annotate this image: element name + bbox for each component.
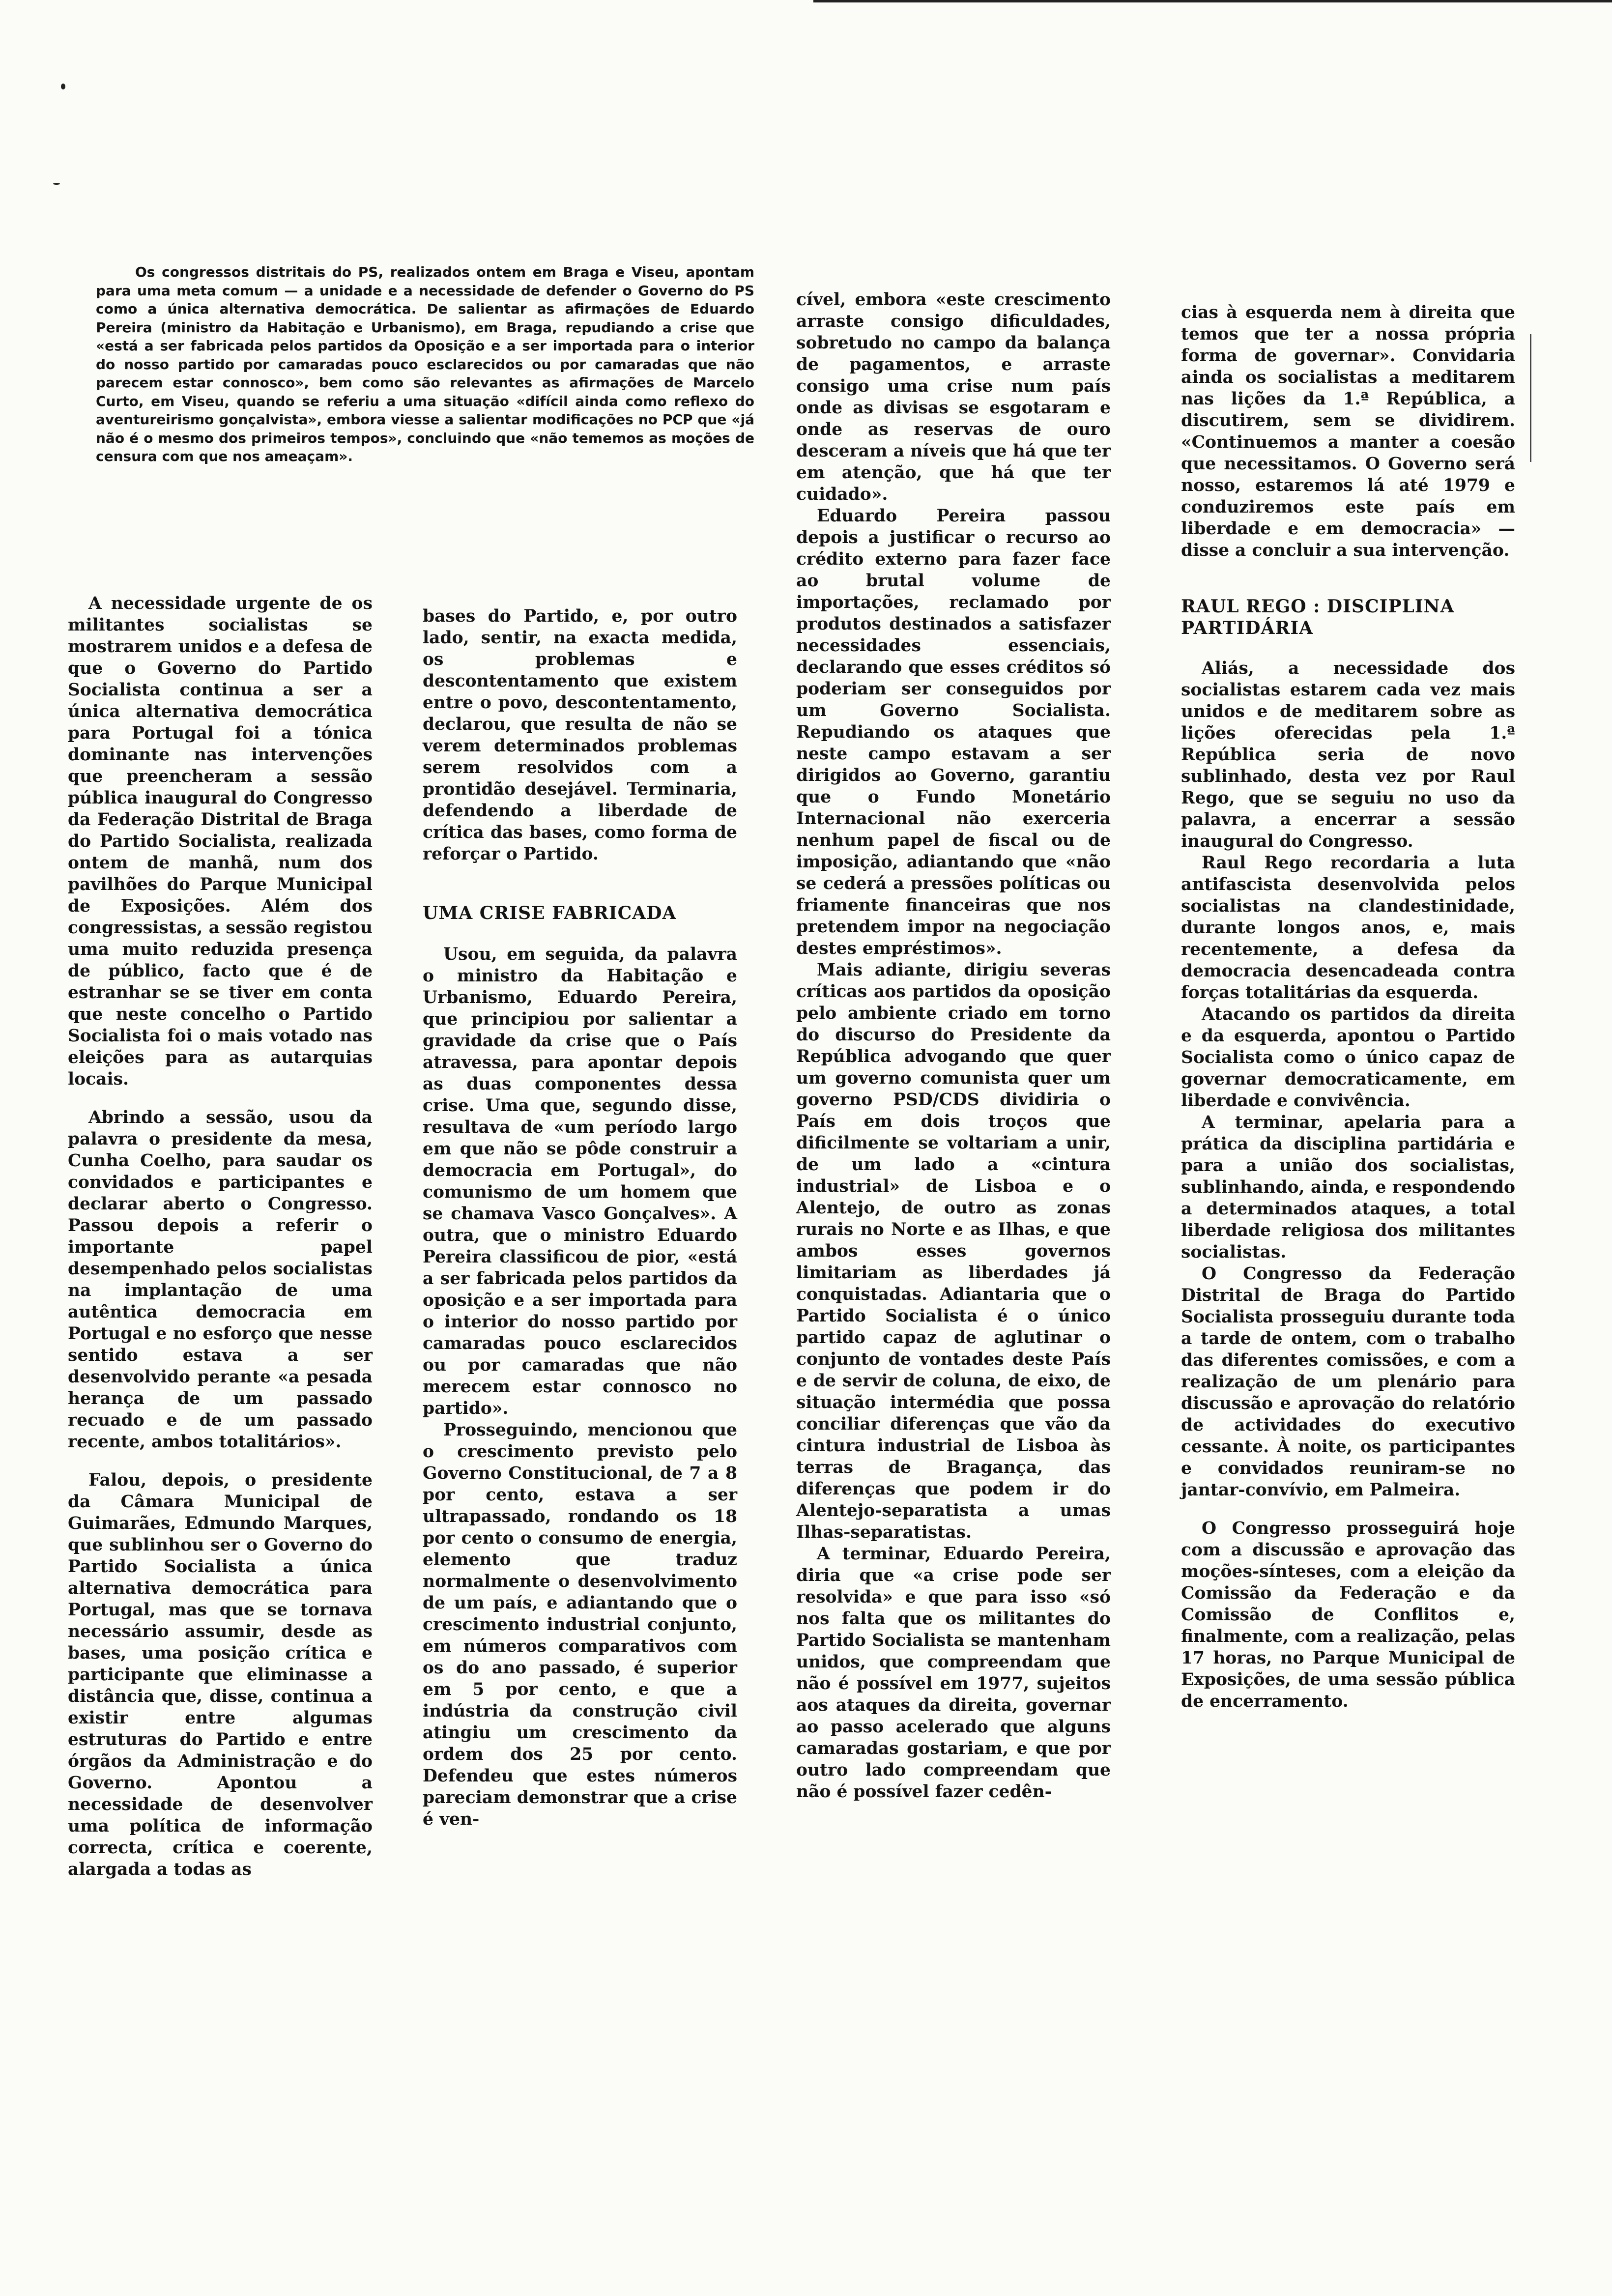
article-column-4: [1181, 302, 1515, 1712]
paragraph: cias à esquerda nem à direita que temos que ter a nossa própria forma de governar». Convidaria ainda os socialistas a meditarem nas lições da 1.ª República, a discutirem, sem se dividirem. «Continuemos a manter a coesão que necessitamos. O Governo será nosso, estaremos lá até 1979 e conduziremos este país em liberdade e em democracia» — disse a concluir a sua intervenção.: [1181, 303, 1515, 560]
section-heading: UMA CRISE FABRICADA: [423, 903, 677, 923]
scan-speck: [61, 84, 65, 89]
article-column-1: [68, 593, 373, 1880]
paragraph: Abrindo a sessão, usou da palavra o presidente da mesa, Cunha Coelho, para saudar os convidados e participantes e declarar aberto o Congresso. Passou depois a referir o importante papel desempenhado pelos socialistas na implantação de uma autêntica democracia em Portugal e no esforço que nesse sentido estava a ser desenvolvido perante «a pesada herança de um passado recuado e de um passado recente, ambos totalitários».: [68, 1108, 373, 1452]
article-lead: Os congressos distritais do PS, realizados ontem em Braga e Viseu, apontam para uma meta comum — a unidade e a necessidade de defender o Governo do PS como a única alternativa democrática. De salientar as afirmações de Eduardo Pereira (ministro da Habitação e Urbanismo), em Braga, repudiando a crise que «está a ser fabricada pelos partidos da Oposição e a ser importada para o interior do nosso partido por camaradas pouco esclarecidos ou por camaradas que não parecem estar connosco», bem como são relevantes as afirmações de Marcelo Curto, em Viseu, quando se referiu a uma situação «difícil ainda como reflexo do aventureirismo gonçalvista», embora viesse a salientar modificações no PCP que «já não é o mesmo dos primeiros tempos», concluindo que «não tememos as moções de censura com que nos ameaçam».: [96, 264, 754, 464]
paragraph: A necessidade urgente de os militantes socialistas se mostrarem unidos e a defesa de que o Governo do Partido Socialista continua a ser a única alternativa democrática para Portugal foi a tónica dominante nas intervenções que preencheram a sessão pública inaugural do Congresso da Federação Distrital de Braga do Partido Socialista, realizada ontem de manhã, num dos pavilhões do Parque Municipal de Exposições. Além dos congressistas, a sessão registou uma muito reduzida presença de público, facto que é de estranhar se se tiver em conta que neste concelho o Partido Socialista foi o mais votado nas eleições para as autarquias locais.: [68, 594, 373, 1089]
page-top-rule: [813, 0, 1612, 2]
paragraph: cível, embora «este crescimento arraste consigo dificuldades, sobretudo no campo da balança de pagamentos, e arraste consigo uma crise num país onde as divisas se esgotaram e onde as reservas de ouro desceram a níveis que há que ter em atenção, que há que ter cuidado».: [796, 290, 1111, 504]
paragraph: A terminar, apelaria para a prática da disciplina partidária e para a união dos socialistas, sublinhando, ainda, e respondendo a determinados ataques, a total liberdade religiosa dos militantes socialistas.: [1181, 1113, 1515, 1262]
paragraph: Aliás, a necessidade dos socialistas estarem cada vez mais unidos e de meditarem sobre as lições oferecidas pela 1.ª República seria de novo sublinhado, desta vez por Raul Rego, que se seguiu no uso da palavra, a encerrar a sessão inaugural do Congresso.: [1181, 659, 1515, 851]
paragraph: Usou, em seguida, da palavra o ministro da Habitação e Urbanismo, Eduardo Pereira, que principiou por salientar a gravidade da crise que o País atravessa, para apontar depois as duas componentes dessa crise. Uma que, segundo disse, resultava de «um período largo em que não se pôde construir a democracia em Portugal», do comunismo de um homem que se chamava Vasco Gonçalves». A outra, que o ministro Eduardo Pereira classificou de pior, «está a ser fabricada pelos partidos da oposição e a ser importada para o interior do nosso partido por camaradas pouco esclarecidos ou por camaradas que não merecem estar connosco no partido».: [423, 945, 737, 1418]
scan-speck: [53, 183, 60, 185]
article-column-3: [796, 289, 1111, 1803]
paragraph: O Congresso da Federação Distrital de Braga do Partido Socialista prosseguiu durante toda a tarde de ontem, com o trabalho das diferentes comissões, e com a realização de um plenário para discussão e aprovação do relatório de actividades do executivo cessante. À noite, os participantes e convidados reuniram-se no jantar-convívio, em Palmeira.: [1181, 1264, 1515, 1500]
paragraph: Atacando os partidos da direita e da esquerda, apontou o Partido Socialista como o único capaz de governar democraticamente, em liberdade e convivência.: [1181, 1004, 1515, 1111]
section-heading: RAUL REGO : DISCIPLINA PARTIDÁRIA: [1181, 596, 1455, 638]
paragraph: A terminar, Eduardo Pereira, diria que «a crise pode ser resolvida» e que para isso «só nos falta que os militantes do Partido Socialista se mantenham unidos, que compreendam que não é possível em 1977, sujeitos aos ataques da direita, governar ao passo acelerado que alguns camaradas gostariam, e que por outro lado compreendam que não é possível fazer cedên-: [796, 1544, 1111, 1802]
paragraph: O Congresso prosseguirá hoje com a discussão e aprovação das moções-sínteses, com a eleição da Comissão da Federação e da Comissão de Conflitos e, finalmente, com a realização, pelas 17 horas, no Parque Municipal de Exposições, de uma sessão pública de encerramento.: [1181, 1519, 1515, 1711]
paragraph: bases do Partido, e, por outro lado, sentir, na exacta medida, os problemas e descontentamento que existem entre o povo, descontentamento, declarou, que resulta de não se verem determinados problemas serem resolvidos com a prontidão desejável. Terminaria, defendendo a liberdade de crítica das bases, como forma de reforçar o Partido.: [423, 606, 737, 864]
paragraph: Mais adiante, dirigiu severas críticas aos partidos da oposição pelo ambiente criado em torno do discurso do Presidente da República advogando que quer um governo comunista quer um governo PSD/CDS dividiria o País em dois troços que dificilmente se voltariam a unir, de um lado a «cintura industrial» de Lisboa e o Alentejo, de outro as zonas rurais no Norte e as Ilhas, e que ambos esses governos limitariam as liberdades já conquistadas. Adiantaria que o Partido Socialista é o único partido capaz de aglutinar o conjunto de vontades deste País e de servir de coluna, de eixo, de situação intermédia que possa conciliar diferenças que vão da cintura industrial de Lisboa às terras de Bragança, das diferenças que podem ir do Alentejo-separatista a umas Ilhas-separatistas.: [796, 960, 1111, 1542]
paragraph: Eduardo Pereira passou depois a justificar o recurso ao crédito externo para fazer face ao brutal volume de importações, reclamado por produtos destinados a satisfazer necessidades essenciais, declarando que esses créditos só poderiam ser conseguidos por um Governo Socialista. Repudiando os ataques que neste campo estavam a ser dirigidos ao Governo, garantiu que o Fundo Monetário Internacional não exerceria nenhum papel de fiscal ou de imposição, adiantando que «não se cederá a pressões políticas ou friamente financeiras que nos pretendem impor na negociação destes empréstimos».: [796, 506, 1111, 958]
column-edge-mark: [1530, 334, 1531, 462]
paragraph: Falou, depois, o presidente da Câmara Municipal de Guimarães, Edmundo Marques, que sublinhou ser o Governo do Partido Socialista a única alternativa democrática para Portugal, mas que se tornava necessário assumir, desde as bases, uma posição crítica e participante que eliminasse a distância que, disse, continua a existir entre algumas estruturas do Partido e entre órgãos da Administração e do Governo. Apontou a necessidade de desenvolver uma política de informação correcta, crítica e coerente, alargada a todas as: [68, 1470, 373, 1879]
article-column-2: [423, 605, 737, 1830]
paragraph: Prosseguindo, mencionou que o crescimento previsto pelo Governo Constitucional, de 7 a 8 por cento, estava a ser ultrapassado, rondando os 18 por cento o consumo de energia, elemento que traduz normalmente o desenvolvimento de um país, e adiantando que o crescimento industrial conjunto, em números comparativos com os do ano passado, é superior em 5 por cento, e que a indústria da construção civil atingiu um crescimento da ordem dos 25 por cento. Defendeu que estes números pareciam demonstrar que a crise é ven-: [423, 1420, 737, 1829]
paragraph: Raul Rego recordaria a luta antifascista desenvolvida pelos socialistas na clandestinidade, durante longos anos, e, mais recentemente, a defesa da democracia desencadeada contra forças totalitárias da esquerda.: [1181, 853, 1515, 1003]
